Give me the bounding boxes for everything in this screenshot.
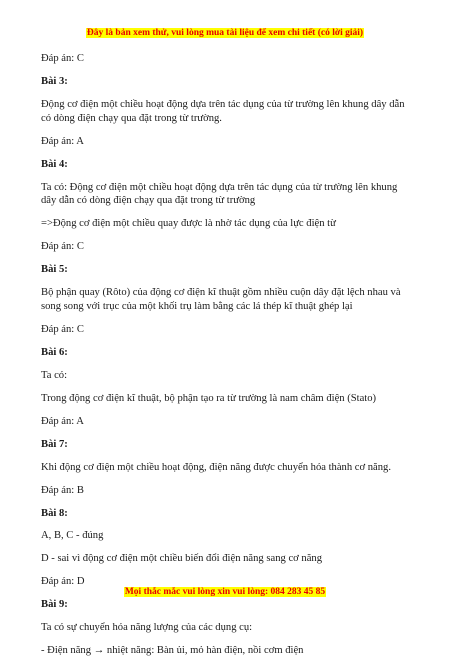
paragraph: - Điện năng → nhiệt năng: Bàn ủi, mỏ hàn điện, nồi cơm điện [41, 645, 304, 657]
paragraph: Đáp án: D [41, 576, 85, 588]
question-heading: Bài 3: [41, 75, 68, 87]
paragraph: Đáp án: C [41, 323, 84, 335]
preview-banner-text: Đây là bản xem thử, vui lòng mua tài liệu để xem chi tiết (có lời giải) [86, 28, 364, 38]
document-body [41, 52, 414, 667]
paragraph: =>Động cơ điện một chiều quay được là nhờ tác dụng của lực điện từ [41, 218, 336, 230]
question-heading: Bài 5: [41, 264, 68, 276]
paragraph: Bộ phận quay (Rôto) của động cơ điện kĩ thuật gồm nhiều cuộn dây đặt lệch nhau và song song với trục của một khối trụ làm bằng các lá thép kĩ thuật ghép lại [41, 287, 401, 312]
paragraph: Ta có: [41, 369, 68, 381]
contact-banner [0, 587, 450, 597]
paragraph: Đáp án: A [41, 135, 84, 147]
paragraph: Đáp án: C [41, 53, 84, 64]
paragraph: Đáp án: B [41, 484, 84, 496]
paragraph: Ta có sự chuyển hóa năng lượng của các dụng cụ: [41, 622, 253, 634]
question-heading: Bài 8: [41, 507, 68, 519]
paragraph: Động cơ điện một chiều hoạt động dựa trên tác dụng của từ trường lên khung dây dẫn có dòng điện chạy qua đặt trong từ trường. [41, 98, 405, 124]
paragraph: Khi động cơ điện một chiều hoạt động, điện năng được chuyển hóa thành cơ năng. [41, 461, 391, 473]
question-heading: Bài 6: [41, 346, 68, 358]
paragraph: Đáp án: A [41, 415, 84, 427]
paragraph: A, B, C - đúng [41, 530, 104, 542]
paragraph: Ta có: Động cơ điện một chiều hoạt động dựa trên tác dụng của từ trường lên khung dây dẫn có dòng điện chạy qua đặt trong từ trường [41, 181, 398, 207]
paragraph: Trong động cơ điện kĩ thuật, bộ phận tạo ra từ trường là nam châm điện (Stato) [41, 392, 377, 404]
question-heading: Bài 4: [41, 158, 68, 170]
preview-banner [0, 28, 450, 38]
question-heading: Bài 9: [41, 599, 68, 611]
paragraph: D - sai vì động cơ điện một chiều biến đổi điện năng sang cơ năng [41, 553, 322, 565]
contact-banner-text: Mọi thắc mắc vui lòng xin vui lòng: 084 283 45 85 [124, 587, 326, 597]
paragraph: Đáp án: C [41, 241, 84, 253]
question-heading: Bài 7: [41, 438, 68, 450]
